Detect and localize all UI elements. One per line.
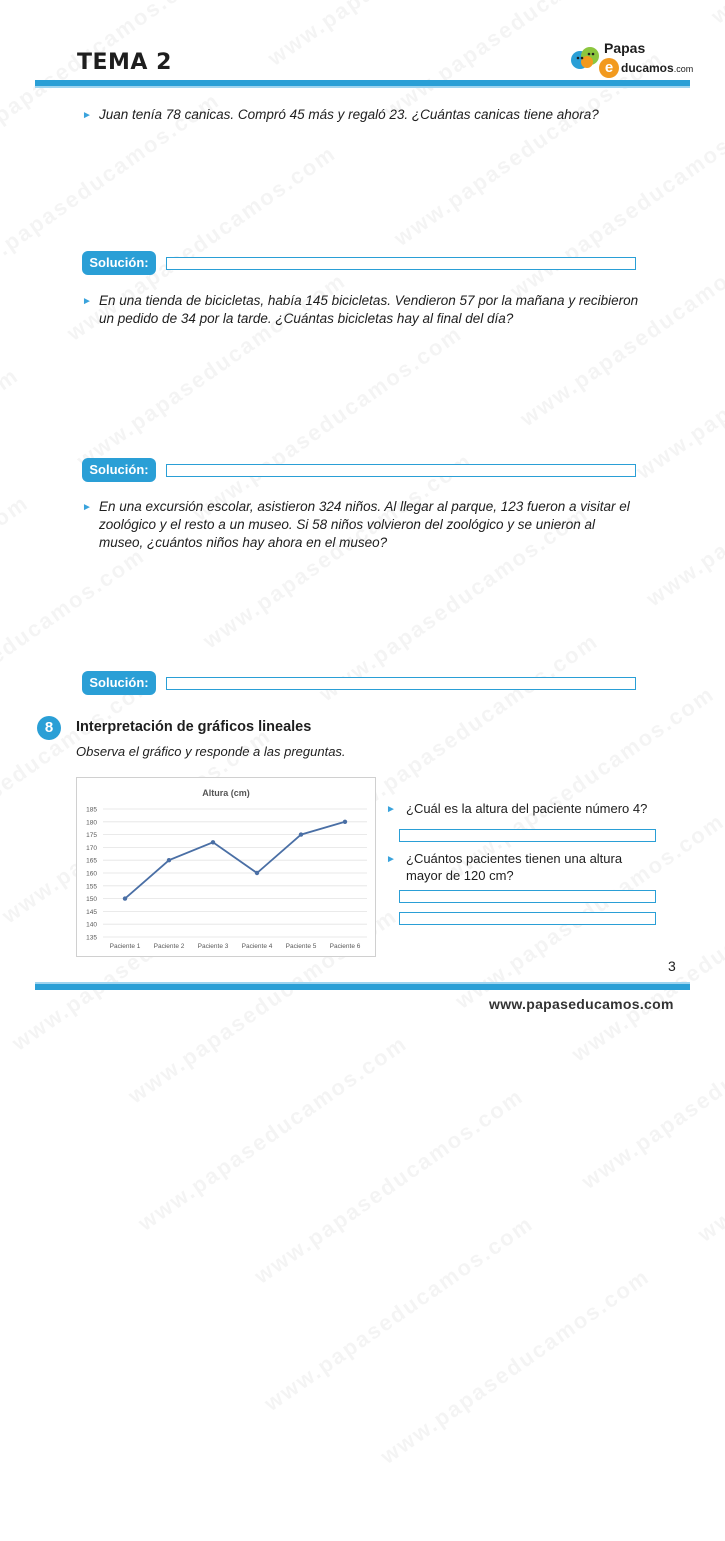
solution-label: Solución: bbox=[82, 671, 156, 695]
logo-e-badge: e bbox=[599, 58, 619, 78]
y-tick-label: 165 bbox=[86, 857, 97, 865]
y-tick-label: 180 bbox=[86, 819, 97, 827]
section-instruction: Observa el gráfico y responde a las preguntas. bbox=[76, 744, 346, 759]
y-tick-label: 135 bbox=[86, 934, 97, 942]
y-tick-label: 175 bbox=[86, 832, 97, 840]
solution-answer-field[interactable] bbox=[166, 464, 636, 477]
x-tick-label: Paciente 2 bbox=[153, 943, 185, 950]
chart-answer-field-2[interactable] bbox=[399, 890, 656, 903]
y-tick-label: 185 bbox=[86, 806, 97, 814]
problem-2 bbox=[82, 292, 642, 328]
kids-logo-icon bbox=[570, 42, 600, 72]
solution-answer-field[interactable] bbox=[166, 677, 636, 690]
logo-word-educamos bbox=[621, 61, 693, 75]
footer-rule bbox=[35, 984, 690, 990]
solution-label: Solución: bbox=[82, 458, 156, 482]
chart-question-1 bbox=[386, 800, 656, 817]
page-number: 3 bbox=[668, 958, 676, 974]
bullet-triangle-icon: ► bbox=[386, 804, 396, 815]
data-point bbox=[167, 858, 171, 862]
problem-3 bbox=[82, 498, 642, 552]
line-chart bbox=[76, 777, 376, 957]
line-chart-svg bbox=[77, 778, 375, 956]
chart-answer-field-1[interactable] bbox=[399, 829, 656, 842]
bullet-triangle-icon: ► bbox=[82, 502, 92, 513]
chart-answer-field-3[interactable] bbox=[399, 912, 656, 925]
bullet-triangle-icon: ► bbox=[82, 296, 92, 307]
problem-1 bbox=[82, 106, 642, 124]
chart-title: Altura (cm) bbox=[202, 788, 250, 798]
problem-text: En una tienda de bicicletas, había 145 bicicletas. Vendieron 57 por la mañana y recibieron un pedido de 34 por la tarde. ¿Cuántas bicicletas hay al final del día? bbox=[99, 293, 639, 326]
logo-word-ducamos: ducamos bbox=[621, 61, 674, 75]
solution-label: Solución: bbox=[82, 251, 156, 275]
chart-question-text: ¿Cuál es la altura del paciente número 4? bbox=[406, 801, 648, 816]
y-tick-label: 160 bbox=[86, 870, 97, 878]
x-tick-label: Paciente 6 bbox=[329, 943, 361, 950]
x-tick-label: Paciente 3 bbox=[197, 943, 229, 950]
section-number-badge: 8 bbox=[37, 716, 61, 740]
y-tick-label: 155 bbox=[86, 883, 97, 891]
bullet-triangle-icon: ► bbox=[386, 854, 396, 865]
y-tick-label: 140 bbox=[86, 921, 97, 929]
y-tick-label: 145 bbox=[86, 908, 97, 916]
x-tick-label: Paciente 5 bbox=[285, 943, 317, 950]
y-tick-label: 150 bbox=[86, 896, 97, 904]
header-rule-light bbox=[35, 86, 690, 88]
data-point bbox=[123, 896, 127, 900]
data-point bbox=[255, 871, 259, 875]
section-title: Interpretación de gráficos lineales bbox=[76, 719, 312, 735]
logo-word-papas: Papas bbox=[604, 40, 646, 56]
problem-text: En una excursión escolar, asistieron 324 niños. Al llegar al parque, 123 fueron a visitar el zoológico y el resto a un museo. Si 58 niños volvieron del zoológico y se unieron al museo, ¿cuántos niños hay ahora en el museo? bbox=[99, 499, 630, 550]
bullet-triangle-icon: ► bbox=[82, 110, 92, 121]
chart-question-2 bbox=[386, 850, 656, 884]
problem-text: Juan tenía 78 canicas. Compró 45 más y regaló 23. ¿Cuántas canicas tiene ahora? bbox=[99, 107, 599, 122]
solution-answer-field[interactable] bbox=[166, 257, 636, 270]
data-point bbox=[343, 820, 347, 824]
chart-question-text: ¿Cuántos pacientes tienen una altura mayor de 120 cm? bbox=[406, 851, 623, 883]
data-point bbox=[299, 832, 303, 836]
page-title: TEMA 2 bbox=[77, 50, 172, 75]
papaseducamos-logo bbox=[570, 36, 700, 80]
data-point bbox=[211, 840, 215, 844]
logo-domain: .com bbox=[673, 64, 694, 74]
x-tick-label: Paciente 1 bbox=[109, 943, 141, 950]
footer-url: www.papaseducamos.com bbox=[489, 996, 674, 1012]
y-tick-label: 170 bbox=[86, 844, 97, 852]
x-tick-label: Paciente 4 bbox=[241, 943, 273, 950]
